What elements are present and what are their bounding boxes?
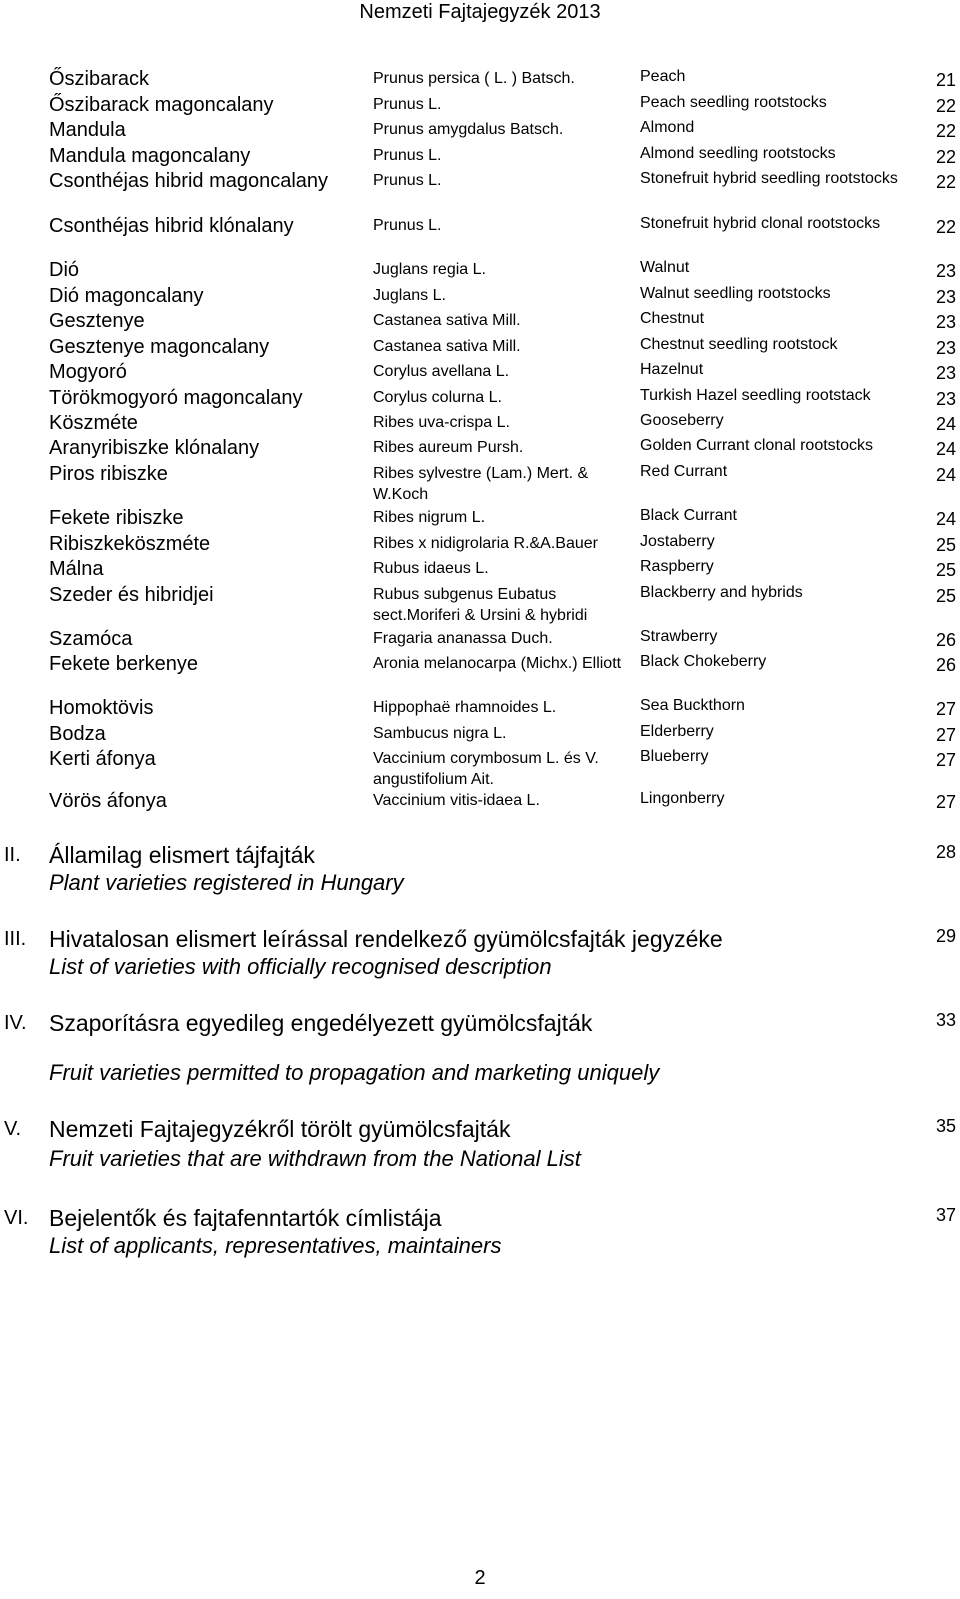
page-ref: 26 bbox=[935, 630, 956, 650]
english-name: Hazelnut bbox=[640, 361, 704, 378]
hungarian-name: Mandula bbox=[49, 119, 126, 141]
latin-name: Castanea sativa Mill. bbox=[373, 312, 521, 329]
page-ref: 24 bbox=[935, 414, 956, 434]
english-name: Peach bbox=[640, 68, 686, 85]
latin-name: Rubus idaeus L. bbox=[373, 560, 489, 577]
english-name: Elderberry bbox=[640, 723, 714, 740]
section-number: III. bbox=[4, 928, 27, 950]
english-name: Lingonberry bbox=[640, 790, 725, 807]
section-title-hu: Államilag elismert tájfajták bbox=[49, 842, 315, 868]
hungarian-name: Szeder és hibridjei bbox=[49, 584, 214, 606]
page-number: 2 bbox=[474, 1567, 486, 1589]
page-ref: 22 bbox=[935, 96, 956, 116]
hungarian-name: Őszibarack bbox=[49, 68, 150, 90]
hungarian-name: Csonthéjas hibrid magoncalany bbox=[49, 170, 329, 192]
page-ref: 22 bbox=[935, 147, 956, 167]
latin-name: Prunus L. bbox=[373, 147, 442, 164]
hungarian-name: Piros ribiszke bbox=[49, 463, 168, 485]
english-name: Stonefruit hybrid seedling rootstocks bbox=[640, 170, 898, 187]
page-ref: 27 bbox=[935, 792, 956, 812]
latin-name: Prunus L. bbox=[373, 217, 442, 234]
page-ref: 25 bbox=[935, 535, 956, 555]
page-ref: 23 bbox=[935, 287, 956, 307]
page-ref: 26 bbox=[935, 655, 956, 675]
latin-name: Ribes x nidigrolaria R.&A.Bauer bbox=[373, 535, 598, 552]
hungarian-name: Köszméte bbox=[49, 412, 138, 434]
latin-name: Prunus L. bbox=[373, 96, 442, 113]
hungarian-name: Homoktövis bbox=[49, 697, 154, 719]
hungarian-name: Törökmogyoró magoncalany bbox=[49, 387, 303, 409]
latin-name: Hippophaë rhamnoides L. bbox=[373, 699, 557, 716]
page-ref: 21 bbox=[935, 70, 956, 90]
latin-name: Juglans regia L. bbox=[373, 261, 486, 278]
page-header-title: Nemzeti Fajtajegyzék 2013 bbox=[359, 1, 601, 23]
page-ref: 22 bbox=[935, 217, 956, 237]
section-page-ref: 28 bbox=[935, 842, 956, 862]
latin-name: Corylus colurna L. bbox=[373, 389, 502, 406]
page-ref: 25 bbox=[935, 586, 956, 606]
english-name: Sea Buckthorn bbox=[640, 697, 745, 714]
latin-name: Castanea sativa Mill. bbox=[373, 338, 521, 355]
page-ref: 22 bbox=[935, 121, 956, 141]
latin-name: Fragaria ananassa Duch. bbox=[373, 630, 553, 647]
latin-name: Ribes uva-crispa L. bbox=[373, 414, 510, 431]
section-title-en: List of applicants, representatives, maintainers bbox=[49, 1233, 502, 1258]
english-name: Peach seedling rootstocks bbox=[640, 94, 827, 111]
page-ref: 24 bbox=[935, 439, 956, 459]
latin-name: Ribes nigrum L. bbox=[373, 509, 486, 526]
section-number: II. bbox=[4, 844, 21, 866]
hungarian-name: Mandula magoncalany bbox=[49, 145, 251, 167]
english-name: Black Chokeberry bbox=[640, 653, 767, 670]
latin-name: Ribes aureum Pursh. bbox=[373, 439, 524, 456]
hungarian-name: Kerti áfonya bbox=[49, 748, 156, 770]
section-title-en: Plant varieties registered in Hungary bbox=[49, 870, 404, 895]
english-name: Stonefruit hybrid clonal rootstocks bbox=[640, 215, 881, 232]
english-name: Almond seedling rootstocks bbox=[640, 145, 836, 162]
latin-name: Prunus persica ( L. ) Batsch. bbox=[373, 70, 575, 87]
latin-name: Sambucus nigra L. bbox=[373, 725, 507, 742]
page-ref: 24 bbox=[935, 465, 956, 485]
latin-name: Ribes sylvestre (Lam.) Mert. & W.Koch bbox=[373, 465, 589, 503]
english-name: Black Currant bbox=[640, 507, 737, 524]
latin-name: Prunus L. bbox=[373, 172, 442, 189]
section-title-hu: Nemzeti Fajtajegyzékről törölt gyümölcsfajták bbox=[49, 1116, 511, 1142]
section-page-ref: 35 bbox=[935, 1116, 956, 1136]
english-name: Chestnut bbox=[640, 310, 705, 327]
page-ref: 27 bbox=[935, 699, 956, 719]
page-ref: 23 bbox=[935, 363, 956, 383]
hungarian-name: Gesztenye bbox=[49, 310, 145, 332]
english-name: Turkish Hazel seedling rootstack bbox=[640, 387, 871, 404]
section-page-ref: 33 bbox=[935, 1010, 956, 1030]
hungarian-name: Őszibarack magoncalany bbox=[49, 94, 274, 116]
hungarian-name: Aranyribiszke klónalany bbox=[49, 437, 260, 459]
page-ref: 27 bbox=[935, 750, 956, 770]
page-ref: 23 bbox=[935, 338, 956, 358]
english-name: Raspberry bbox=[640, 558, 714, 575]
section-title-hu: Bejelentők és fajtafenntartók címlistája bbox=[49, 1205, 442, 1231]
english-name: Red Currant bbox=[640, 463, 728, 480]
section-number: V. bbox=[4, 1118, 22, 1140]
hungarian-name: Málna bbox=[49, 558, 104, 580]
hungarian-name: Gesztenye magoncalany bbox=[49, 336, 270, 358]
section-page-ref: 29 bbox=[935, 926, 956, 946]
latin-name: Aronia melanocarpa (Michx.) Elliott bbox=[373, 655, 622, 672]
page-ref: 23 bbox=[935, 312, 956, 332]
hungarian-name: Szamóca bbox=[49, 628, 133, 650]
latin-name: Prunus amygdalus Batsch. bbox=[373, 121, 564, 138]
section-title-en: Fruit varieties permitted to propagation and marketing uniquely bbox=[49, 1060, 660, 1085]
hungarian-name: Csonthéjas hibrid klónalany bbox=[49, 215, 294, 237]
latin-name: Juglans L. bbox=[373, 287, 446, 304]
english-name: Strawberry bbox=[640, 628, 718, 645]
section-page-ref: 37 bbox=[935, 1205, 956, 1225]
page-ref: 24 bbox=[935, 509, 956, 529]
latin-name: Corylus avellana L. bbox=[373, 363, 510, 380]
english-name: Walnut bbox=[640, 259, 690, 276]
english-name: Gooseberry bbox=[640, 412, 724, 429]
hungarian-name: Fekete ribiszke bbox=[49, 507, 184, 529]
english-name: Blueberry bbox=[640, 748, 709, 765]
hungarian-name: Vörös áfonya bbox=[49, 790, 167, 812]
english-name: Walnut seedling rootstocks bbox=[640, 285, 831, 302]
page-ref: 25 bbox=[935, 560, 956, 580]
section-number: VI. bbox=[4, 1207, 29, 1229]
section-title-hu: Hivatalosan elismert leírással rendelkező gyümölcsfajták jegyzéke bbox=[49, 926, 723, 952]
english-name: Golden Currant clonal rootstocks bbox=[640, 437, 873, 454]
page-ref: 22 bbox=[935, 172, 956, 192]
section-title-en: Fruit varieties that are withdrawn from the National List bbox=[49, 1146, 581, 1171]
page-ref: 27 bbox=[935, 725, 956, 745]
english-name: Chestnut seedling rootstock bbox=[640, 336, 838, 353]
section-title-hu: Szaporításra egyedileg engedélyezett gyümölcsfajták bbox=[49, 1010, 593, 1036]
section-number: IV. bbox=[4, 1012, 27, 1034]
hungarian-name: Ribiszkeköszméte bbox=[49, 533, 211, 555]
latin-name: Rubus subgenus Eubatus sect.Moriferi & Ursini & hybridi bbox=[373, 586, 588, 624]
english-name: Jostaberry bbox=[640, 533, 715, 550]
hungarian-name: Fekete berkenye bbox=[49, 653, 198, 675]
page-ref: 23 bbox=[935, 389, 956, 409]
page-ref: 23 bbox=[935, 261, 956, 281]
hungarian-name: Dió bbox=[49, 259, 80, 281]
english-name: Almond bbox=[640, 119, 695, 136]
hungarian-name: Mogyoró bbox=[49, 361, 127, 383]
hungarian-name: Dió magoncalany bbox=[49, 285, 204, 307]
latin-name: Vaccinium corymbosum L. és V. angustifolium Ait. bbox=[373, 750, 599, 788]
latin-name: Vaccinium vitis-idaea L. bbox=[373, 792, 540, 809]
english-name: Blackberry and hybrids bbox=[640, 584, 803, 601]
section-title-en: List of varieties with officially recognised description bbox=[49, 954, 552, 979]
hungarian-name: Bodza bbox=[49, 723, 106, 745]
